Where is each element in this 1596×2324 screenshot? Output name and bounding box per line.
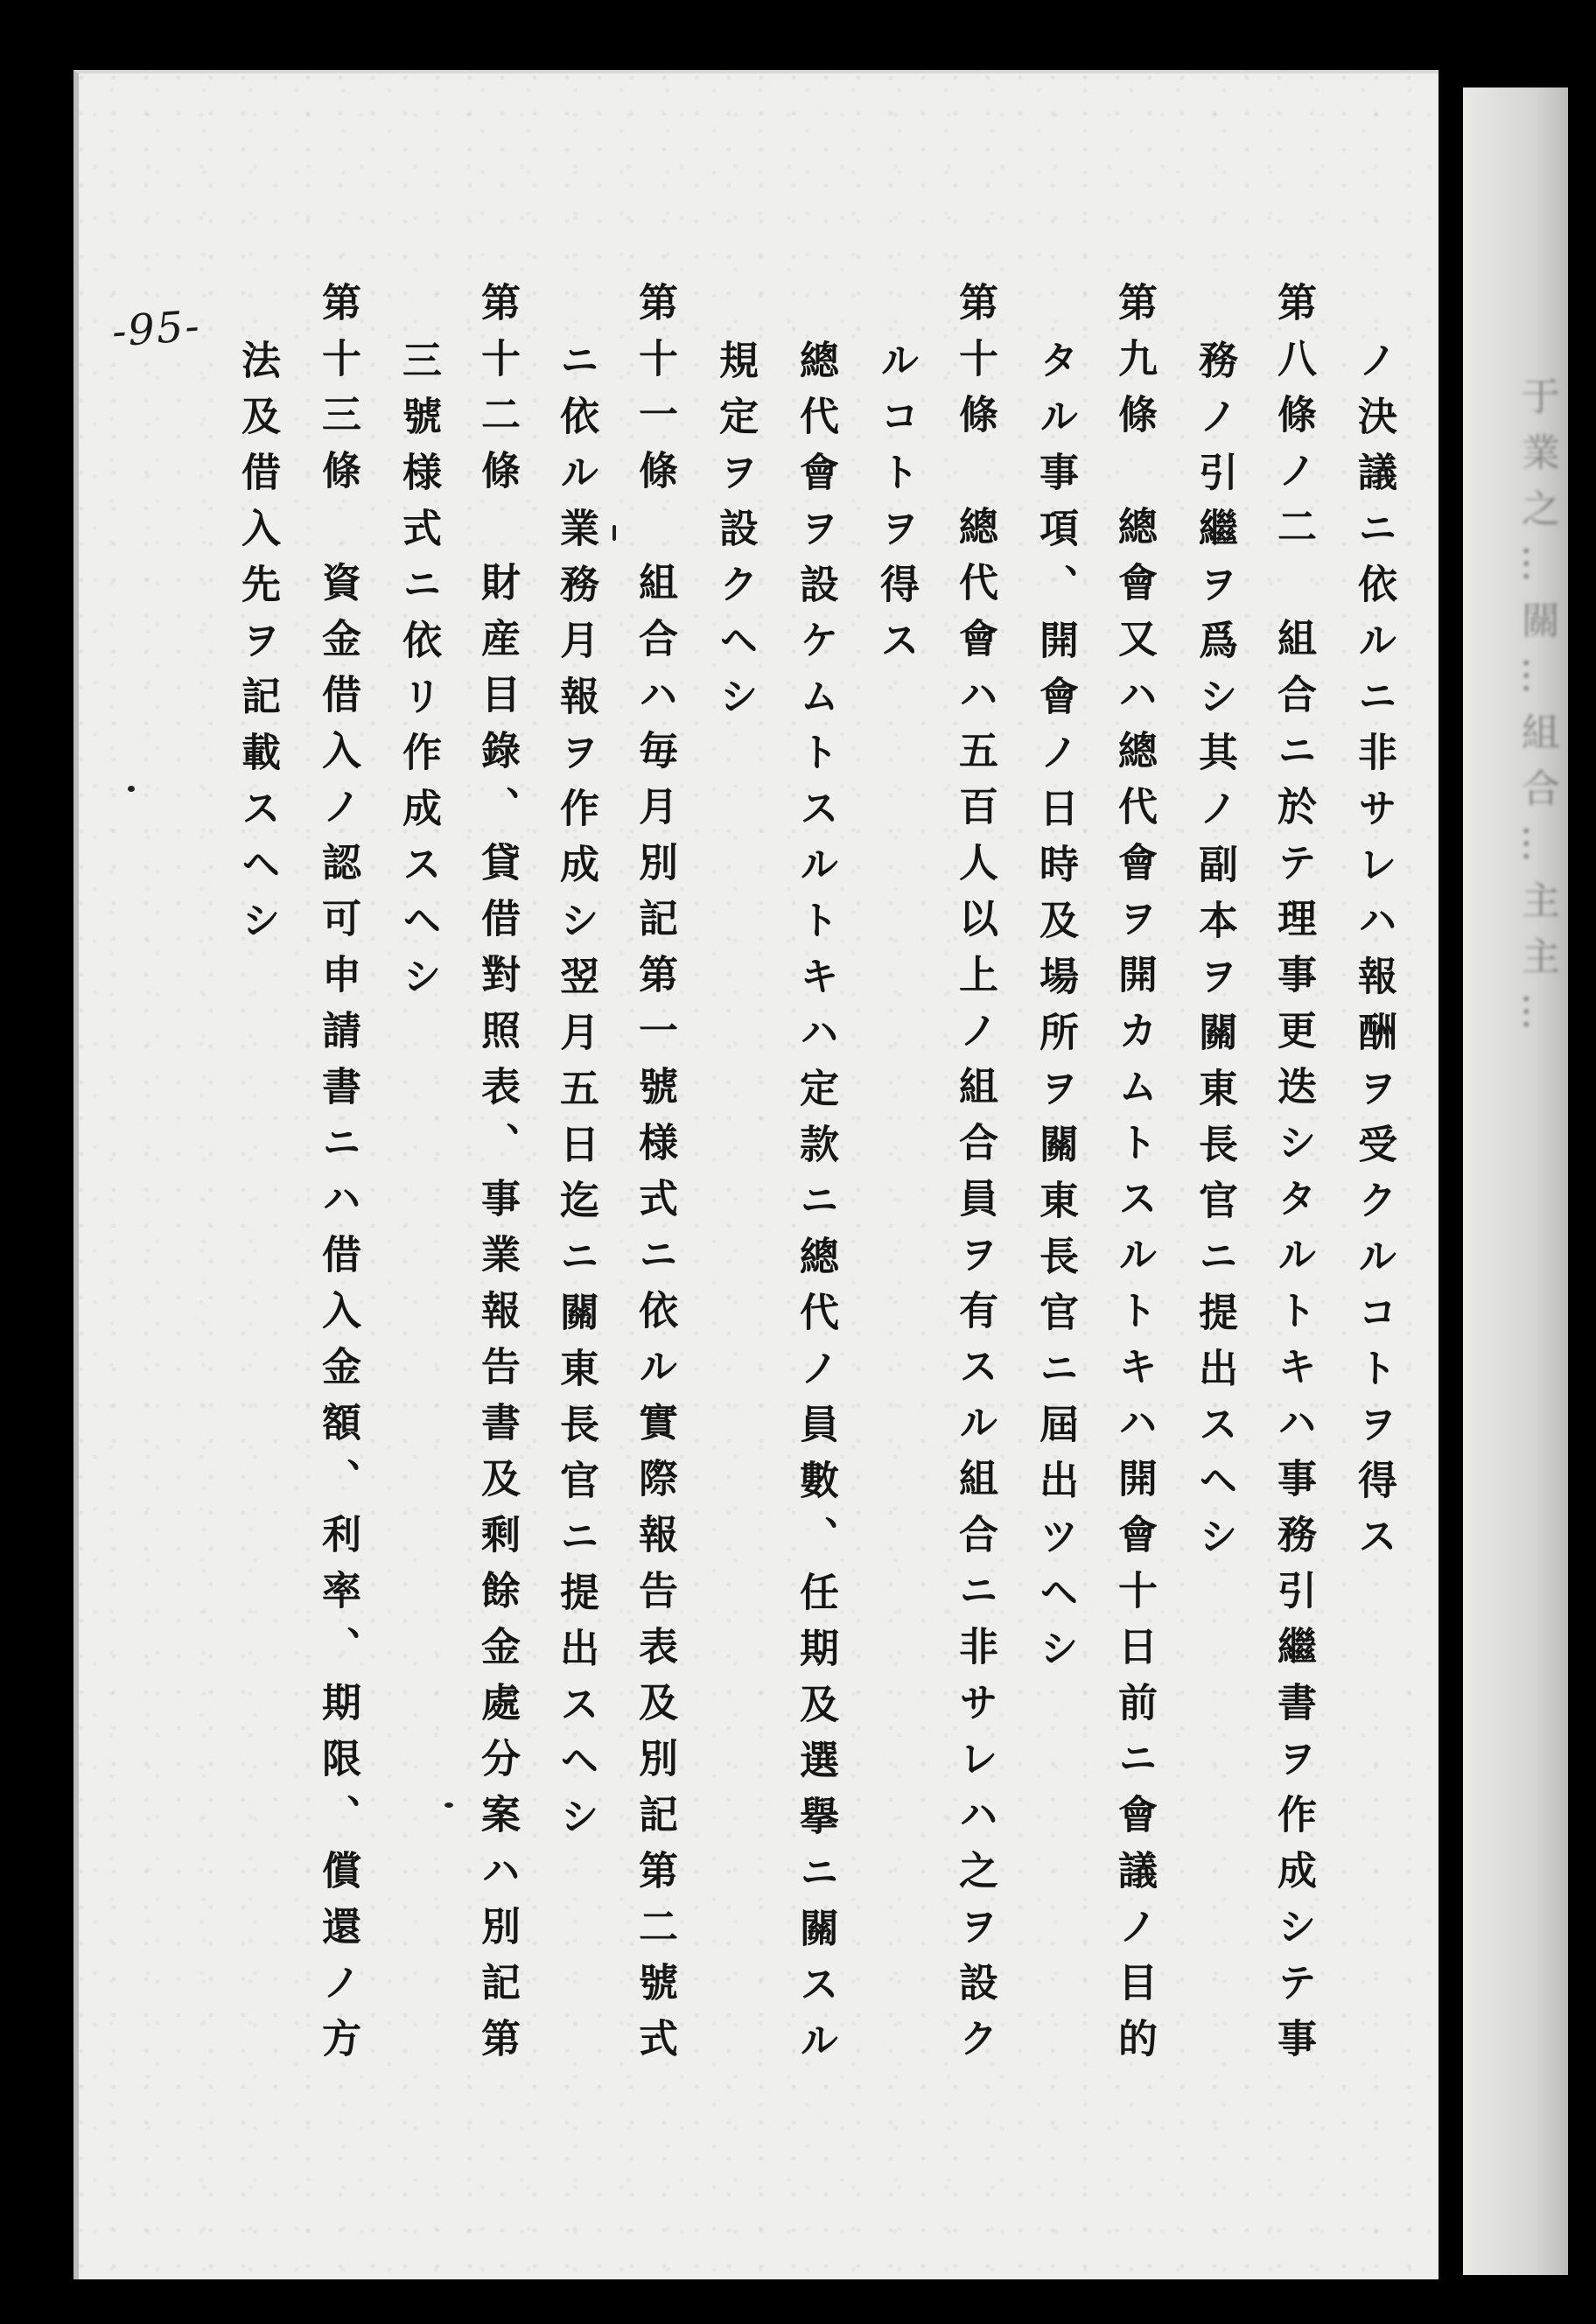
text-column-12: 第十二條 財産目錄、貸借對照表、事業報告書及剩餘金處分案ハ別記第 <box>474 282 521 2074</box>
text-column-11: ニ依ル業務月報ヲ作成シ翌月五日迄ニ關東長官ニ提出スヘシ <box>553 340 599 1852</box>
scan-speck <box>128 786 135 792</box>
text-column-15: 法及借入先ヲ記載スヘシ <box>234 340 281 956</box>
next-page-faint-text: 于業之…關…組合…主主… <box>1515 376 1559 1048</box>
text-column-10: 第十一條 組合ハ毎月別記第一號様式ニ依ル實際報告表及別記第二號式 <box>632 282 678 2074</box>
text-column-7: ルコトヲ得ス <box>873 340 920 676</box>
text-column-4: 第九條 總會又ハ總代會ヲ開カムトスルトキハ開會十日前ニ會議ノ目的 <box>1111 282 1158 2074</box>
text-column-8: 總代會ヲ設ケムトスルトキハ定款ニ總代ノ員數、任期及選擧ニ關スル <box>793 340 839 2076</box>
scan-speck <box>444 1802 453 1808</box>
page-number: -95- <box>110 301 203 357</box>
next-page-edge <box>1463 88 1568 2275</box>
text-column-9: 規定ヲ設クヘシ <box>712 340 759 732</box>
scan-speck <box>612 525 616 541</box>
text-column-5: タル事項、開會ノ日時及場所ヲ關東長官ニ屆出ツヘシ <box>1032 340 1079 1684</box>
text-column-13: 三號様式ニ依リ作成スヘシ <box>396 340 442 1012</box>
text-column-6: 第十條 總代會ハ五百人以上ノ組合員ヲ有スル組合ニ非サレハ之ヲ設ク <box>952 282 998 2074</box>
text-column-1: ノ決議ニ依ルニ非サレハ報酬ヲ受クルコトヲ得ス <box>1351 340 1397 1572</box>
text-column-14: 第十三條 資金借入ノ認可申請書ニハ借入金額、利率、期限、償還ノ方 <box>315 282 361 2074</box>
text-column-2: 第八條ノ二 組合ニ於テ理事更迭シタルトキハ事務引繼書ヲ作成シテ事 <box>1270 282 1317 2074</box>
text-column-3: 務ノ引繼ヲ爲シ其ノ副本ヲ關東長官ニ提出スヘシ <box>1192 340 1238 1572</box>
